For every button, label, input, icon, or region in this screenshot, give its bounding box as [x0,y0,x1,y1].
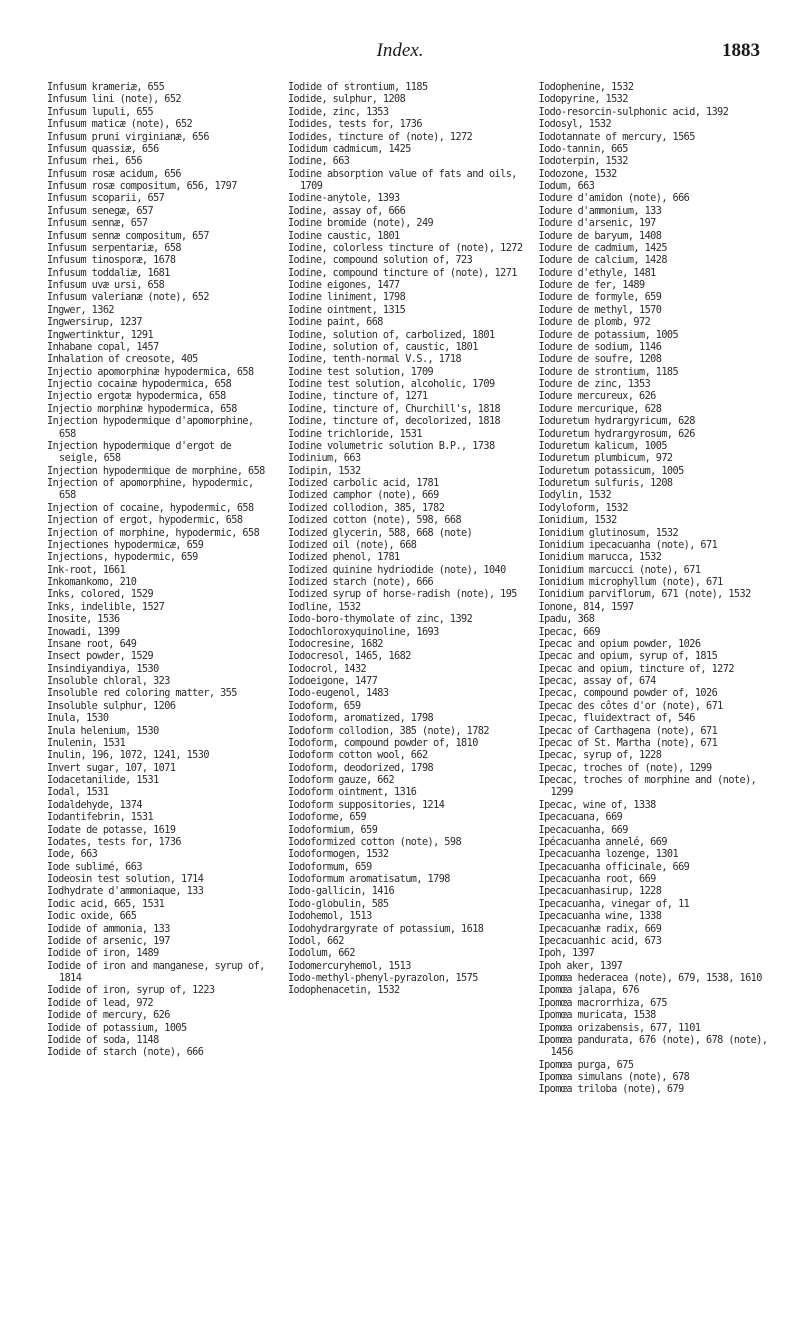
index-entry: Ipomœa triloba (note), 679 [538,1084,684,1096]
index-entry: Ioduretum hydrargyrosum, 626 [538,428,695,440]
index-entry: Injectio ergotæ hypodermica, 658 [47,391,226,403]
index-column-3 [539,82,777,1097]
index-entry: Inosite, 1536 [47,614,120,626]
index-entry: Iodaldehyde, 1374 [47,799,142,811]
index-entry: Iodine test solution, alcoholic, 1709 [287,379,495,390]
index-entry: Iodo-eugenol, 1483 [287,688,389,700]
index-entry: Iodochloroxyquinoline, 1693 [287,626,439,638]
index-columns [47,82,777,1097]
index-entry: Ipomœa simulans (note), 678 [538,1072,690,1083]
index-entry: Injectio cocainæ hypodermica, 658 [47,379,232,390]
index-entry: Inowadi, 1399 [47,626,120,638]
index-entry: Inula helenium, 1530 [47,725,159,737]
index-entry: Iodure de formyle, 659 [538,292,662,304]
index-entry: Iodure d'amidon (note), 666 [538,193,690,205]
index-entry: Iodine, colorless tincture of (note), 1272 [287,242,523,254]
index-entry: Iodized phenol, 1781 [287,552,400,564]
index-entry: Iodine ointment, 1315 [287,304,406,316]
index-entry: Iodine, tincture of, 1271 [287,391,428,403]
index-entry: Iodotannate of mercury, 1565 [538,131,695,143]
index-entry: Ipadu, 368 [538,614,595,626]
index-entry: Insect powder, 1529 [47,651,154,663]
index-entry: Iodide of potassium, 1005 [47,1022,187,1034]
index-entry: Iodoformum, 659 [287,861,372,873]
index-entry: Iodline, 1532 [287,601,361,613]
index-entry: Iodine bromide (note), 249 [287,218,434,230]
index-entry: Iodide of ammonia, 133 [47,923,170,935]
index-entry: Insoluble red coloring matter, 355 [47,688,237,700]
index-entry: Iodure d'arsenic, 197 [538,218,656,230]
index-entry: Iodine test solution, 1709 [287,366,434,378]
index-entry: Injection of cocaine, hypodermic, 658 [47,502,254,514]
index-entry: Iodure d'ethyle, 1481 [538,267,656,279]
index-entry: Iodoformium, 659 [287,824,378,836]
index-entry: Ipecacuanhæ radix, 669 [538,923,662,935]
index-entry: Inulin, 196, 1072, 1241, 1530 [47,750,209,762]
index-entry: Iodocrol, 1432 [287,663,367,675]
index-entry: Iodohydrargyrate of potassium, 1618 [287,923,484,935]
index-entry: Iodyloform, 1532 [538,502,628,514]
index-entry: Iodized oil (note), 668 [287,539,417,551]
index-entry: Iodine absorption value of fats and oils, 1709 [287,168,517,192]
index-entry: Ipomœa hederacea (note), 679, 1538, 1610 [538,973,762,984]
index-entry: Infusum maticæ (note), 652 [47,119,193,131]
index-entry: Ipecacuanhasirup, 1228 [538,886,662,898]
page-title: Index. [376,40,424,61]
index-entry: Injection hypodermique d'apomorphine, 658 [47,416,254,440]
index-entry: Ipomœa purga, 675 [538,1059,634,1071]
index-entry: Injection of ergot, hypodermic, 658 [47,515,243,527]
index-entry: Ionone, 814, 1597 [538,601,634,613]
running-head [0,40,800,64]
index-entry: Ipecacuana, 669 [538,812,623,824]
index-entry: Iodized cotton (note), 598, 668 [287,515,462,527]
index-entry: Ipecac and opium, tincture of, 1272 [538,663,734,675]
index-entry: Injectio morphinæ hypodermica, 658 [47,403,237,415]
index-entry: Infusum senegæ, 657 [47,205,154,217]
index-entry: Iodo-globulin, 585 [287,898,389,910]
index-entry: Iodhydrate d'ammoniaque, 133 [47,886,204,898]
index-entry: Ipecac and opium, syrup of, 1815 [538,651,718,663]
index-entry: Insindiyandiya, 1530 [47,663,159,675]
index-entry: Infusum quassiæ, 656 [47,143,159,155]
index-entry: Iodide of iron and manganese, syrup of, 1814 [47,960,265,984]
index-entry: Iodine-anytole, 1393 [287,193,400,205]
index-entry: Iodoforme, 659 [287,812,367,824]
index-entry: Ipecac des côtes d'or (note), 671 [538,700,723,712]
index-column-2 [288,82,525,1097]
index-entry: Ipecac, troches of morphine and (note), 1299 [538,775,757,799]
index-entry: Iodine, solution of, carbolized, 1801 [287,329,495,341]
index-entry: Ionidium microphyllum (note), 671 [538,577,723,588]
index-entry: Iodure mercurique, 628 [538,403,662,415]
index-entry: Iodates, tests for, 1736 [47,836,182,848]
index-entry: Iodomercuryhemol, 1513 [287,960,411,972]
index-entry: Injection hypodermique d'ergot de seigle, 658 [47,440,232,465]
index-entry: Iodized camphor (note), 669 [287,490,439,502]
index-entry: Iodine, 663 [287,156,350,168]
index-entry: Ipecac, fluidextract of, 546 [538,713,695,725]
index-entry: Iode sublimé, 663 [47,861,142,873]
index-entry: Iodide of iron, syrup of, 1223 [47,985,215,997]
index-entry: Ipomœa pandurata, 676 (note), 678 (note), 1456 [538,1034,768,1059]
index-entry: Iodide of starch (note), 666 [47,1047,204,1059]
index-entry: Infusum toddaliæ, 1681 [47,267,170,279]
index-entry: Iodoeigone, 1477 [287,676,378,687]
index-entry: Iodoformogen, 1532 [287,849,389,861]
index-entry: Iodoform suppositories, 1214 [287,799,445,811]
index-entry: Ionidium marucca, 1532 [538,552,662,564]
index-entry: Inks, colored, 1529 [47,589,154,601]
page-number: 1883 [722,40,760,61]
index-entry: Ink-root, 1661 [47,564,126,576]
index-entry: Iodure de strontium, 1185 [538,366,679,378]
index-entry: Infusum rosæ compositum, 656, 1797 [47,181,237,192]
index-entry: Iode, 663 [47,849,98,861]
index-entry: Iodine trichloride, 1531 [287,428,422,440]
index-entry: Iodoform, compound powder of, 1810 [287,737,478,749]
index-entry: Iodo-tannin, 665 [538,143,628,155]
index-entry: Injection of apomorphine, hypodermic, 658 [47,478,254,502]
index-entry: Iodolum, 662 [287,948,355,960]
index-column-1 [47,82,274,1097]
index-entry: Insoluble sulphur, 1206 [47,700,176,712]
index-entry: Iodine, compound tincture of (note), 1271 [287,267,517,279]
index-entry: Iodo-resorcin-sulphonic acid, 1392 [538,106,729,118]
index-entry: Ipecac, wine of, 1338 [538,799,656,811]
index-entry: Ipecac and opium powder, 1026 [538,638,701,650]
index-entry: Iodine, assay of, 666 [287,205,406,217]
index-entry: Infusum uvæ ursi, 658 [47,280,165,291]
index-entry: Iodohemol, 1513 [287,911,372,923]
index-entry: Ipecac, syrup of, 1228 [538,750,662,762]
index-entry: Invert sugar, 107, 1071 [47,762,176,774]
index-entry: Ipecacuanha, vinegar of, 11 [538,898,690,910]
index-entry: Iodized syrup of horse-radish (note), 195 [287,589,517,601]
index-entry: Iodide of lead, 972 [47,997,154,1009]
index-entry: Iodantifebrin, 1531 [47,812,154,824]
index-entry: Injectiones hypodermicæ, 659 [47,539,204,551]
index-entry: Ionidium ipecacuanha (note), 671 [538,539,718,551]
index-entry: Iodoform gauze, 662 [287,775,395,786]
index-entry: Ipecac of Carthagena (note), 671 [538,725,718,737]
index-entry: Iodine, tincture of, Churchill's, 1818 [287,403,501,415]
index-entry: Iodide, sulphur, 1208 [287,94,406,106]
index-entry: Injection hypodermique de morphine, 658 [47,465,265,477]
index-entry: Iodoform cotton wool, 662 [287,750,428,762]
index-entry: Iodine, compound solution of, 723 [287,255,473,267]
index-entry: Infusum valerianæ (note), 652 [47,292,209,304]
index-entry: Infusum krameriæ, 655 [47,82,165,93]
index-entry: Iodure de calcium, 1428 [538,255,667,267]
index-entry: Ioduretum kalicum, 1005 [538,440,667,452]
index-entry: Iodure de cadmium, 1425 [538,242,667,254]
index-entry: Ioduretum potassicum, 1005 [538,465,684,477]
index-entry: Iodure de potassium, 1005 [538,329,679,341]
index-entry: Iodophenacetin, 1532 [287,985,400,997]
index-entry: Ionidium marcucci (note), 671 [538,564,701,576]
index-entry: Iodized quinine hydriodide (note), 1040 [287,564,506,576]
index-entry: Infusum rosæ acidum, 656 [47,168,182,180]
index-entry: Ipecac, assay of, 674 [538,676,656,687]
index-entry: Infusum sennæ, 657 [47,218,148,230]
index-entry: Iodoformum aromatisatum, 1798 [287,874,450,885]
index-entry: Iodoformized cotton (note), 598 [287,836,462,848]
index-entry: Iodides, tests for, 1736 [287,119,422,131]
index-entry: Ipecacuanha, 669 [538,824,628,836]
index-entry: Iodinium, 663 [287,453,361,465]
index-entry: Infusum lini (note), 652 [47,94,182,106]
index-entry: Ionidium parviflorum, 671 (note), 1532 [538,589,751,601]
index-entry: Ipecacuanha officinale, 669 [538,861,690,873]
index-entry: Iodol, 662 [287,935,344,947]
index-entry: Iodide of mercury, 626 [47,1010,170,1022]
index-entry: Iodure de soufre, 1208 [538,354,662,366]
index-entry: Iodure de plomb, 972 [538,317,651,329]
index-entry: Ipomœa macrorrhiza, 675 [538,997,667,1009]
index-entry: Infusum tinosporæ, 1678 [47,255,176,267]
index-entry: Ipecac, troches of (note), 1299 [538,762,712,774]
index-entry: Iodized collodion, 385, 1782 [287,502,445,514]
index-entry: Iodine, solution of, caustic, 1801 [287,341,478,353]
index-entry: Ingwer, 1362 [47,304,115,316]
index-entry: Inhalation of creosote, 405 [47,354,198,366]
index-entry: Iodure de sodium, 1146 [538,341,662,353]
index-entry: Ipecac of St. Martha (note), 671 [538,737,718,749]
index-entry: Ipecacuanhic acid, 673 [538,935,662,947]
index-entry: Injectio apomorphinæ hypodermica, 658 [47,366,254,378]
index-entry: Iodoterpin, 1532 [538,156,628,168]
index-entry: Infusum lupuli, 655 [47,106,154,118]
index-entry: Iodal, 1531 [47,787,109,799]
index-entry: Iodine caustic, 1801 [287,230,400,242]
index-entry: Iodized starch (note), 666 [287,577,434,588]
index-entry: Iodopyrine, 1532 [538,94,628,106]
index-entry: Infusum sennæ compositum, 657 [47,230,209,242]
index-entry: Infusum pruni virginianæ, 656 [47,131,209,143]
index-entry: Ipecacuanha root, 669 [538,874,656,885]
index-entry: Ipomœa orizabensis, 677, 1101 [538,1022,701,1034]
index-entry: Iodide of iron, 1489 [47,948,159,960]
index-entry: Iodoform, 659 [287,700,361,712]
index-entry: Iodide, zinc, 1353 [287,106,389,118]
index-entry: Insane root, 649 [47,638,137,650]
index-entry: Ioduretum sulfuris, 1208 [538,478,673,489]
index-entry: Iodosyl, 1532 [538,119,612,131]
index-entry: Inkomankomo, 210 [47,577,137,588]
index-entry: Iodacetanilide, 1531 [47,775,159,786]
index-entry: Iodo-methyl-phenyl-pyrazolon, 1575 [287,973,478,984]
index-entry: Ioduretum hydrargyricum, 628 [538,416,695,428]
index-entry: Iodure d'ammonium, 133 [538,205,662,217]
index-entry: Ioduretum plumbicum, 972 [538,453,673,465]
index-entry: Iodophenine, 1532 [538,82,634,93]
index-entry: Ipecac, compound powder of, 1026 [538,688,718,700]
index-entry: Ionidium glutinosum, 1532 [538,527,679,539]
index-entry: Iodo-gallicin, 1416 [287,886,395,898]
index-entry: Iodine, tenth-normal V.S., 1718 [287,354,462,366]
index-entry: Iodipin, 1532 [287,465,361,477]
index-entry: Iodylin, 1532 [538,490,612,502]
index-entry: Iodine eigones, 1477 [287,280,400,291]
index-entry: Iodide of strontium, 1185 [287,82,428,93]
index-entry: Iodides, tincture of (note), 1272 [287,131,473,143]
index-entry: Iodure de fer, 1489 [538,280,645,291]
index-entry: Iodo-boro-thymolate of zinc, 1392 [287,614,473,626]
index-entry: Iodic acid, 665, 1531 [47,898,165,910]
index-entry: Inhabane copal, 1457 [47,341,159,353]
index-entry: Injection of morphine, hypodermic, 658 [47,527,260,539]
index-entry: Iodine volumetric solution B.P., 1738 [287,440,495,452]
index-entry: Ipomœa jalapa, 676 [538,985,640,997]
index-entry: Iodozone, 1532 [538,168,617,180]
index-entry: Iodure mercureux, 626 [538,391,656,403]
index-entry: Ingwersirup, 1237 [47,317,142,329]
index-entry: Iodidum cadmicum, 1425 [287,143,411,155]
index-entry: Iodure de zinc, 1353 [538,379,651,390]
index-entry: Iodic oxide, 665 [47,911,137,923]
index-entry: Ipecacuanha lozenge, 1301 [538,849,679,861]
index-entry: Inulenin, 1531 [47,737,126,749]
index-entry: Ionidium, 1532 [538,515,617,527]
index-entry: Iodate de potasse, 1619 [47,824,176,836]
index-entry: Infusum rhei, 656 [47,156,142,168]
index-entry: Iodoform, deodorized, 1798 [287,762,434,774]
index-entry: Iodure de methyl, 1570 [538,304,662,316]
index-entry: Insoluble chloral, 323 [47,676,170,687]
index-entry: Iodized glycerin, 588, 668 (note) [287,527,473,539]
index-entry: Ipoh aker, 1397 [538,960,623,972]
index-entry: Iodure de baryum, 1408 [538,230,662,242]
index-entry: Iodocresol, 1465, 1682 [287,651,411,663]
index-entry: Iodoform, aromatized, 1798 [287,713,434,725]
index-entry: Infusum serpentariæ, 658 [47,242,182,254]
index-entry: Iodum, 663 [538,181,595,192]
index-entry: Iodized carbolic acid, 1781 [287,478,439,489]
index-entry: Iodoform collodion, 385 (note), 1782 [287,725,489,737]
index-entry: Iodide of arsenic, 197 [47,935,170,947]
index-entry: Ipomœa muricata, 1538 [538,1010,656,1022]
index-entry: Ipecac, 669 [538,626,600,638]
index-entry: Iodine, tincture of, decolorized, 1818 [287,416,501,428]
index-entry: Ipécacuanha annelé, 669 [538,836,667,848]
index-entry: Iodocresine, 1682 [287,638,383,650]
index-entry: Infusum scoparii, 657 [47,193,165,205]
index-entry: Inula, 1530 [47,713,109,725]
index-entry: Iodoform ointment, 1316 [287,787,417,799]
index-entry: Ipoh, 1397 [538,948,595,960]
index-entry: Injections, hypodermic, 659 [47,552,198,564]
index-entry: Iodeosin test solution, 1714 [47,874,204,885]
index-entry: Iodine liniment, 1798 [287,292,406,304]
index-entry: Ipecacuanha wine, 1338 [538,911,662,923]
index-entry: Iodide of soda, 1148 [47,1034,159,1046]
index-entry: Iodine paint, 668 [287,317,383,329]
index-entry: Inks, indelible, 1527 [47,601,165,613]
index-entry: Ingwertinktur, 1291 [47,329,154,341]
